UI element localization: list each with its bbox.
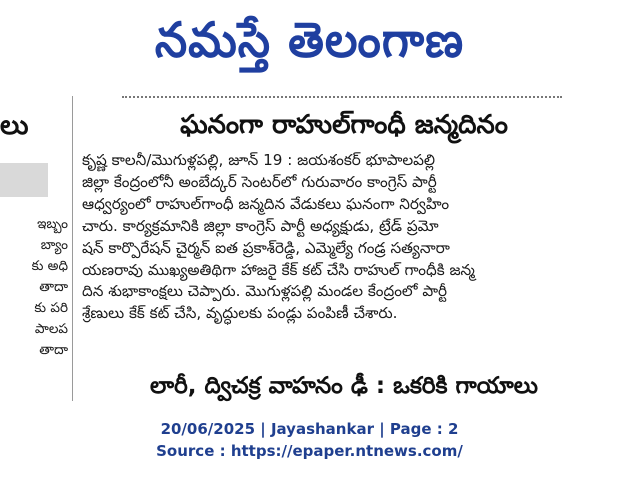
- adjacent-line: బ్యాం: [40, 237, 68, 253]
- adjacent-line: ఇబ్బం: [37, 216, 68, 232]
- adjacent-line: తాదా: [39, 342, 68, 358]
- article-headline: ఘనంగా రాహుల్‌గాంధీ జన్మదినం: [180, 110, 508, 140]
- adjacent-line: కు అధి: [31, 258, 68, 274]
- adjacent-line: తాదా: [39, 279, 68, 295]
- adjacent-line: కు పరి: [34, 300, 68, 316]
- article-body: [82, 150, 606, 325]
- adjacent-column-text: [0, 214, 72, 361]
- adjacent-column-fragment: [0, 96, 73, 401]
- masthead: [0, 0, 619, 92]
- article-line: దిన శుభాకాంక్షలు చెప్పారు. మొగుళ్లపల్లి మండల కేంద్రంలో పార్టీ: [82, 282, 448, 301]
- adjacent-column-heading: లు: [0, 110, 29, 141]
- clipped-previous-text-edge: [122, 96, 562, 104]
- clipping-footer: [0, 418, 619, 462]
- next-article-headline: లారీ, ద్విచక్ర వాహనం ఢీ : ఒకరికి గాయాలు: [150, 373, 538, 399]
- article-line: శ్రేణులు కేక్ కట్ చేసి, వృద్ధులకు పండ్లు పంపిణీ చేశారు.: [82, 304, 398, 323]
- adjacent-line: పాలప: [34, 321, 68, 337]
- news-article: [82, 96, 606, 406]
- newspaper-logo-title: నమస్తే తెలంగాణ: [154, 11, 465, 69]
- edition-info: 20/06/2025 | Jayashankar | Page : 2: [160, 420, 459, 438]
- article-line: యణరావు ముఖ్యఅతిథిగా హాజరై కేక్ కట్ చేసి రాహుల్ గాంధీకి జన్మ: [82, 260, 475, 279]
- adjacent-column-shaded-band: [0, 163, 48, 197]
- source-link[interactable]: Source : https://epaper.ntnews.com/: [156, 442, 463, 460]
- article-line: షన్ కార్పొరేషన్ చైర్మన్ ఐత ప్రకాశ్‌రెడ్డి, ఎమ్మెల్యే గండ్ర సత్యనారా: [82, 238, 450, 257]
- article-line: ఆధ్వర్యంలో రాహుల్‌గాంధీ జన్మదిన వేడుకలు ఘనంగా నిర్వహిం: [82, 194, 450, 213]
- article-line: జిల్లా కేంద్రంలోనీ అంబేద్కర్ సెంటర్‌లో గురువారం కాంగ్రెస్ పార్టీ: [82, 172, 437, 191]
- article-line: చారు. కార్యక్రమానికి జిల్లా కాంగ్రెస్ పార్టీ అధ్యక్షుడు, ట్రేడ్ ప్రమో: [82, 216, 439, 235]
- article-line: కృష్ణ కాలనీ/మొగుళ్లపల్లి, జూన్ 19 : జయశంకర్ భూపాలపల్లి: [82, 151, 436, 169]
